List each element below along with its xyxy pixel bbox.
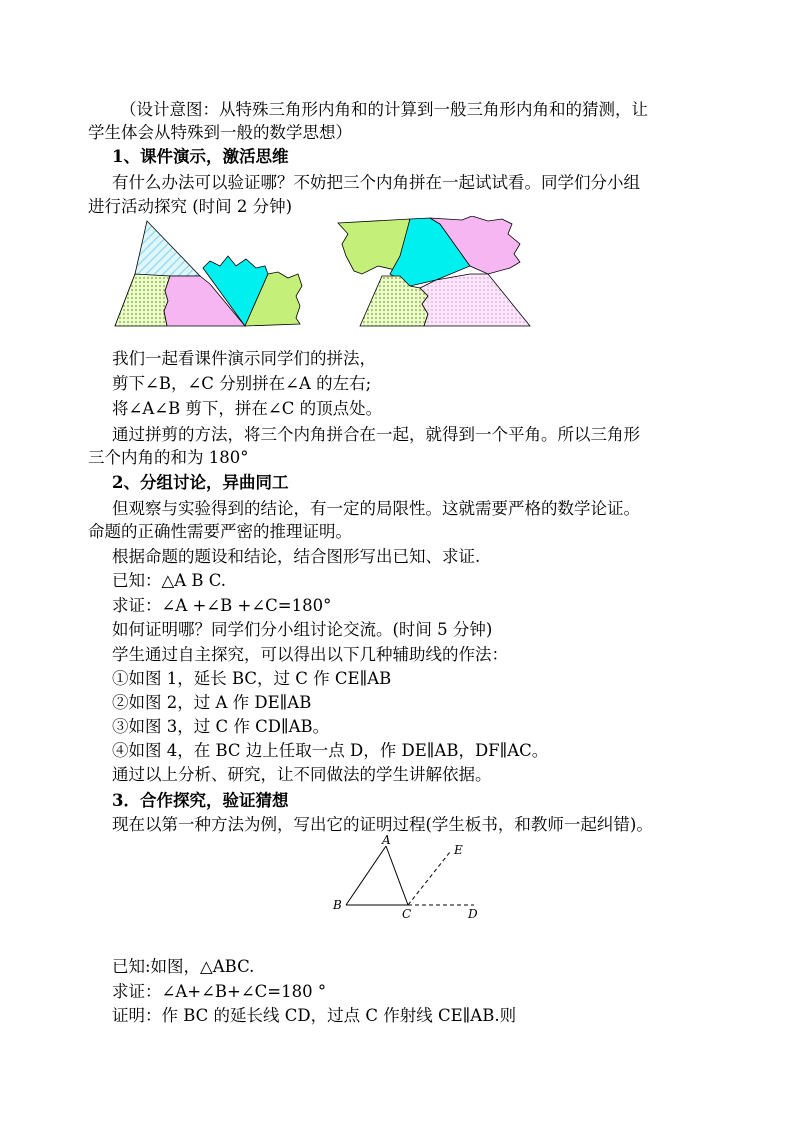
section2-question: 如何证明哪？同学们分小组讨论交流。(时间 5 分钟) [112,620,493,639]
label-d: D [468,907,478,921]
section2-para2: 根据命题的题设和结论，结合图形写出已知、求证. [112,547,481,566]
section3-para1: 现在以第一种方法为例，写出它的证明过程(学生板书，和教师一起纠错)。 [112,815,653,834]
label-e: E [454,843,463,857]
section2-para1-line2: 命题的正确性需要严密的推理证明。 [88,522,352,541]
side-ab [346,846,386,905]
label-c: C [402,907,412,921]
section3-known: 已知:如图，△ABC. [112,957,255,976]
section1-method1: 剪下∠B，∠C 分别拼在∠A 的左右; [112,374,372,393]
section2-method-3: ③如图 3，过 C 作 CD∥AB。 [112,717,330,736]
puzzle-figures [110,216,540,332]
section1-heading: 1、课件演示，激活思维 [112,147,289,166]
section2-heading: 2、分组讨论，异曲同工 [112,473,289,492]
section2-method-2: ②如图 2，过 A 作 DE∥AB [112,693,312,712]
section2-known: 已知：△A B C. [112,571,227,590]
dotted-piece [115,274,170,326]
section3-proof: 证明：作 BC 的延长线 CD，过点 C 作射线 CE∥AB.则 [112,1006,517,1025]
side-ac [386,846,408,905]
section2-para1-line1: 但观察与实验得到的结论，有一定的局限性。这就需要严格的数学论证。 [112,499,640,518]
section2-summary: 通过以上分析、研究，让不同做法的学生讲解依据。 [112,765,492,784]
label-b: B [333,898,342,912]
label-a: A [382,833,391,847]
section1-conclusion-line2: 三个内角的和为 180° [88,448,249,467]
triangle-figure [326,832,486,922]
left-arrangement [115,221,302,326]
intro-line-2: 学生体会从特殊到一般的数学思想） [88,123,352,142]
ray-ce [408,852,450,905]
section2-prove: 求证：∠A +∠B +∠C=180° [112,596,332,615]
right-arrangement [338,216,530,326]
section1-conclusion-line1: 通过拼剪的方法，将三个内角拼合在一起，就得到一个平角。所以三角形 [112,425,640,444]
section1-para1-line1: 有什么办法可以验证哪？不妨把三个内角拼在一起试试看。同学们分小组 [112,173,640,192]
section2-method-4: ④如图 4，在 BC 边上任取一点 D，作 DE∥AB，DF∥AC。 [112,741,549,760]
section2-intro-methods: 学生通过自主探究，可以得出以下几种辅助线的作法： [112,645,508,664]
section3-heading: 3．合作探究，验证猜想 [112,791,289,810]
section1-demo: 我们一起看课件演示同学们的拼法， [112,349,376,368]
section1-para1-line2: 进行活动探究 (时间 2 分钟) [88,197,293,216]
section3-prove: 求证：∠A+∠B+∠C=180 ° [112,982,327,1001]
intro-line-1: （设计意图：从特殊三角形内角和的计算到一般三角形内角和的猜测，让 [120,100,648,119]
section1-method2: 将∠A∠B 剪下，拼在∠C 的顶点处。 [112,399,383,418]
section2-method-1: ①如图 1，延长 BC，过 C 作 CE∥AB [112,669,392,688]
pink-dotted-piece [420,274,530,326]
